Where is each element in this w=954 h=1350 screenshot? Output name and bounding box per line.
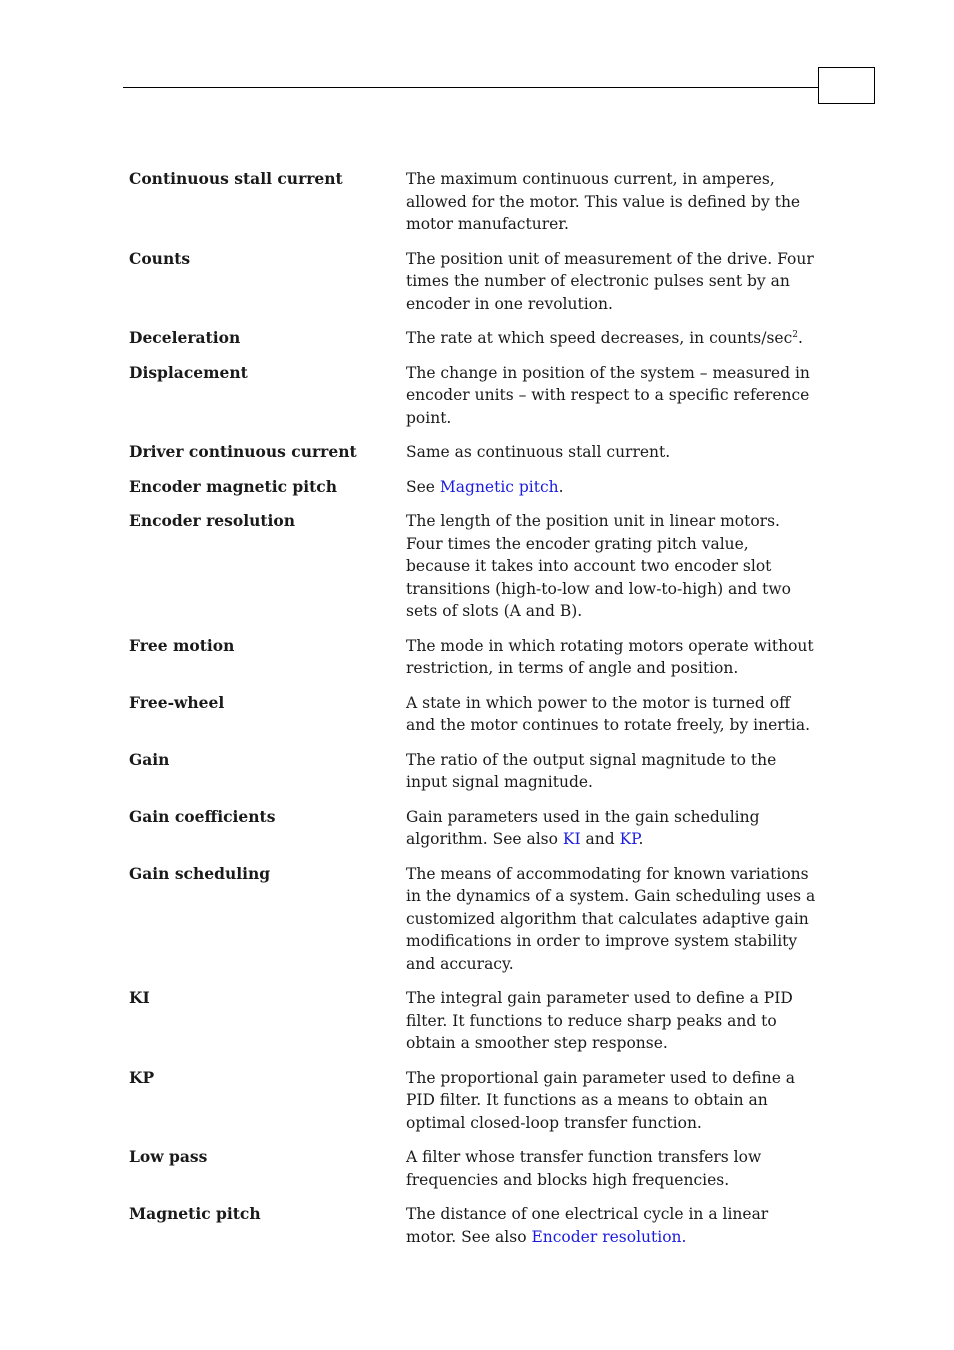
superscript: 2 — [792, 329, 798, 340]
glossary-definition — [406, 806, 816, 851]
glossary-entry — [129, 510, 829, 623]
glossary-definition: The change in position of the system – measured in encoder units – with respect to a specific reference point. — [406, 363, 810, 427]
glossary-term: Free-wheel — [129, 692, 225, 712]
glossary-term: Low pass — [129, 1147, 208, 1166]
glossary-entry — [129, 441, 829, 464]
glossary-entry — [129, 863, 829, 976]
glossary-entry — [129, 806, 829, 851]
glossary-term: Magnetic pitch — [129, 1204, 261, 1223]
glossary-definition: The proportional gain parameter used to define a PID filter. It functions as a means to obtain an optimal closed-loop transfer function. — [406, 1068, 796, 1132]
definition-text: The distance of one electrical cycle in a linear motor. See also — [406, 1205, 769, 1246]
glossary-definition — [406, 476, 816, 499]
glossary-term: Gain coefficients — [129, 806, 276, 826]
definition-text: The rate at which speed decreases, in counts/sec — [406, 329, 793, 347]
definition-text: See — [406, 477, 440, 496]
glossary-entry — [129, 692, 829, 737]
glossary-term: Encoder magnetic pitch — [129, 476, 338, 496]
glossary-definition: Same as continuous stall current. — [406, 443, 671, 461]
glossary-definition: The means of accommodating for known variations in the dynamics of a system. Gain scheduling uses a customized algorithm that calculates adaptive gain modifications in order to improve system stability and accuracy. — [406, 864, 816, 973]
definition-text: Gain parameters used in the gain scheduling algorithm. See also — [406, 807, 760, 848]
definition-text: . — [558, 477, 564, 496]
glossary-term: Gain scheduling — [129, 863, 271, 883]
page-number-box — [818, 67, 875, 104]
glossary-entry — [129, 987, 829, 1055]
glossary-table — [129, 168, 829, 1260]
glossary-term: Counts — [129, 248, 191, 268]
glossary-definition: The position unit of measurement of the drive. Four times the number of electronic pulses sent by an encoder in one revolution. — [406, 249, 814, 313]
glossary-entry — [129, 476, 829, 499]
glossary-entry — [129, 1146, 829, 1191]
glossary-term: KI — [129, 988, 150, 1007]
glossary-entry — [129, 362, 829, 430]
link-kp[interactable]: KP — [619, 830, 639, 848]
header-rule — [123, 87, 819, 88]
glossary-entry — [129, 248, 829, 316]
glossary-entry — [129, 635, 829, 680]
glossary-term: Gain — [129, 749, 170, 769]
glossary-definition: A filter whose transfer function transfers low frequencies and blocks high frequencies. — [406, 1148, 762, 1189]
glossary-term: Displacement — [129, 362, 248, 382]
glossary-entry — [129, 327, 829, 350]
glossary-definition: The length of the position unit in linear motors. Four times the encoder grating pitch value, because it takes into account two encoder slot transitions (high-to-low and low-to-high) and two sets of slots (A and B). — [406, 512, 791, 620]
glossary-definition: The ratio of the output signal magnitude to the input signal magnitude. — [406, 750, 777, 791]
glossary-entry — [129, 1203, 829, 1248]
glossary-term: Deceleration — [129, 328, 241, 347]
glossary-definition: The mode in which rotating motors operate without restriction, in terms of angle and position. — [406, 636, 814, 677]
definition-text: and — [580, 830, 620, 848]
definition-text: . — [638, 830, 644, 848]
glossary-term: Driver continuous current — [129, 442, 357, 461]
glossary-term: Encoder resolution — [129, 511, 296, 530]
glossary-entry — [129, 749, 829, 794]
glossary-definition: A state in which power to the motor is turned off and the motor continues to rotate freely, by inertia. — [406, 693, 811, 734]
glossary-definition: The maximum continuous current, in amperes, allowed for the motor. This value is defined by the motor manufacturer. — [406, 170, 801, 233]
link-magnetic-pitch[interactable]: Magnetic pitch — [439, 477, 559, 496]
glossary-entry — [129, 1067, 829, 1135]
link-ki[interactable]: KI — [562, 830, 581, 848]
glossary-term: KP — [129, 1067, 155, 1087]
link-encoder-resolution[interactable]: Encoder resolution. — [531, 1227, 687, 1246]
glossary-term: Continuous stall current — [129, 169, 343, 188]
glossary-entry — [129, 168, 829, 236]
glossary-definition: The integral gain parameter used to define a PID filter. It functions to reduce sharp peaks and to obtain a smoother step response. — [406, 989, 793, 1052]
glossary-term: Free motion — [129, 635, 235, 655]
glossary-definition — [406, 1203, 816, 1248]
definition-text: . — [798, 329, 803, 347]
glossary-definition — [406, 327, 816, 350]
